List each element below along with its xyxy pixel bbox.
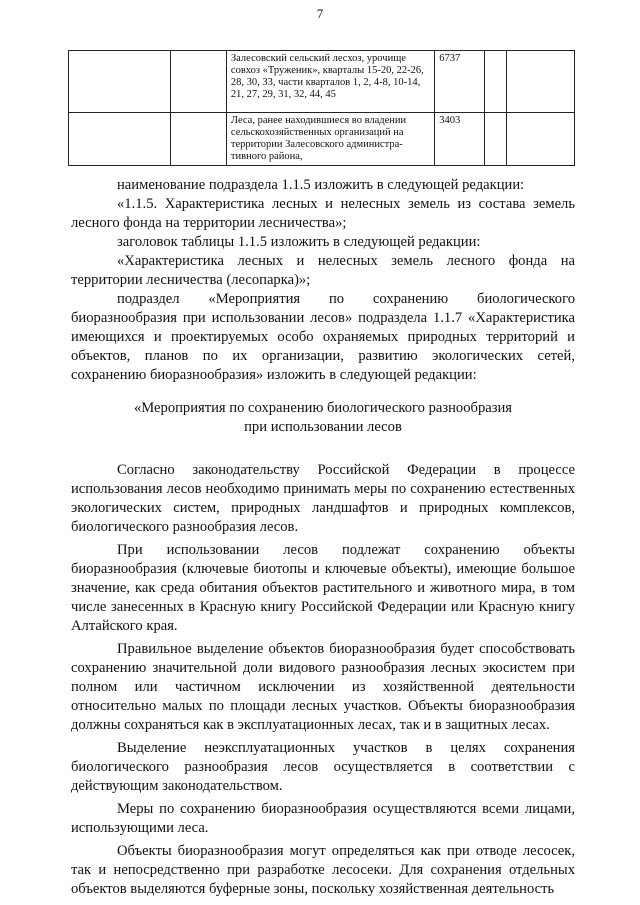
table-cell <box>507 113 575 166</box>
paragraph: «Характеристика лесных и нелесных земель лесного фонда на территории лесничества (лесопарка)»; <box>71 253 575 288</box>
table-cell <box>69 113 171 166</box>
paragraph: заголовок таблицы 1.1.5 изложить в следующей редакции: <box>117 234 481 250</box>
table-row <box>69 51 575 113</box>
paragraph: Объекты биоразнообразия могут определяться как при отводе лесосек, так и непосредственно при разработке лесосеки. Для сохранения отдельных объектов выделяются буферные зоны, поскольку хозяйственная деятельность <box>71 843 575 897</box>
paragraph: Меры по сохранению биоразнообразия осуществляются всеми лицами, использующими леса. <box>71 801 575 836</box>
table-cell <box>485 113 507 166</box>
table-cell <box>507 51 575 113</box>
paragraph: Согласно законодательству Российской Федерации в процессе использования лесов необходимо принимать меры по сохранению естественных экологических систем, природных ландшафтов и природных комплексов, биологического разнообразия лесов. <box>71 462 575 535</box>
table-cell-description: Леса, ранее находившиеся во владении сельскохозяйственных организаций на территории Залесовского администра-тивного района, <box>226 113 434 166</box>
table-cell-area: 3403 <box>435 113 485 166</box>
page-number: 7 <box>316 6 324 21</box>
paragraph: «1.1.5. Характеристика лесных и нелесных земель из состава земель лесного фонда на территории лесничества»; <box>71 196 575 231</box>
forest-area-table <box>68 50 575 166</box>
section-heading <box>71 399 575 437</box>
document-body <box>71 176 575 899</box>
table-cell <box>170 113 226 166</box>
table-cell <box>170 51 226 113</box>
section-heading-line: при использовании лесов <box>244 419 402 435</box>
paragraph: Выделение неэксплуатационных участков в целях сохранения биологического разнообразия лесов осуществляется в соответствии с действующим законодательством. <box>71 740 575 794</box>
paragraph: Правильное выделение объектов биоразнообразия будет способствовать сохранению значительной доли видового разнообразия лесных экосистем при полном или частичном исключении из хозяйственной деятельности относительно малых по площади лесных участков. Объекты биоразнообразия должны сохраняться как в эксплуатационных лесах, так и в защитных лесах. <box>71 641 575 733</box>
table-row <box>69 113 575 166</box>
paragraph: При использовании лесов подлежат сохранению объекты биоразнообразия (ключевые биотопы и ключевые объекты), имеющие большое значение, как среда обитания объектов растительного и животного мира, в том числе занесенных в Красную книгу Российской Федерации или Красную книгу Алтайского края. <box>71 542 575 634</box>
table-cell-description: Залесовский сельский лесхоз, урочище совхоз «Труженик», кварталы 15-20, 22-26, 28, 30, 33, части кварталов 1, 2, 4-8, 10-14, 21, 27, 29, 31, 32, 44, 45 <box>226 51 434 113</box>
table-cell-area: 6737 <box>435 51 485 113</box>
table-cell <box>69 51 171 113</box>
paragraph: подраздел «Мероприятия по сохранению биологического биоразнообразия при использовании лесов» подраздела 1.1.7 «Характеристика имеющихся и проектируемых особо охраняемых природных территорий и объектов, планов по их организации, развитию экологических сетей, сохранению биоразнообразия» изложить в следующей редакции: <box>71 291 575 383</box>
section-heading-line: «Мероприятия по сохранению биологического разнообразия <box>133 400 513 416</box>
paragraph: наименование подраздела 1.1.5 изложить в следующей редакции: <box>117 177 525 193</box>
table-cell <box>485 51 507 113</box>
